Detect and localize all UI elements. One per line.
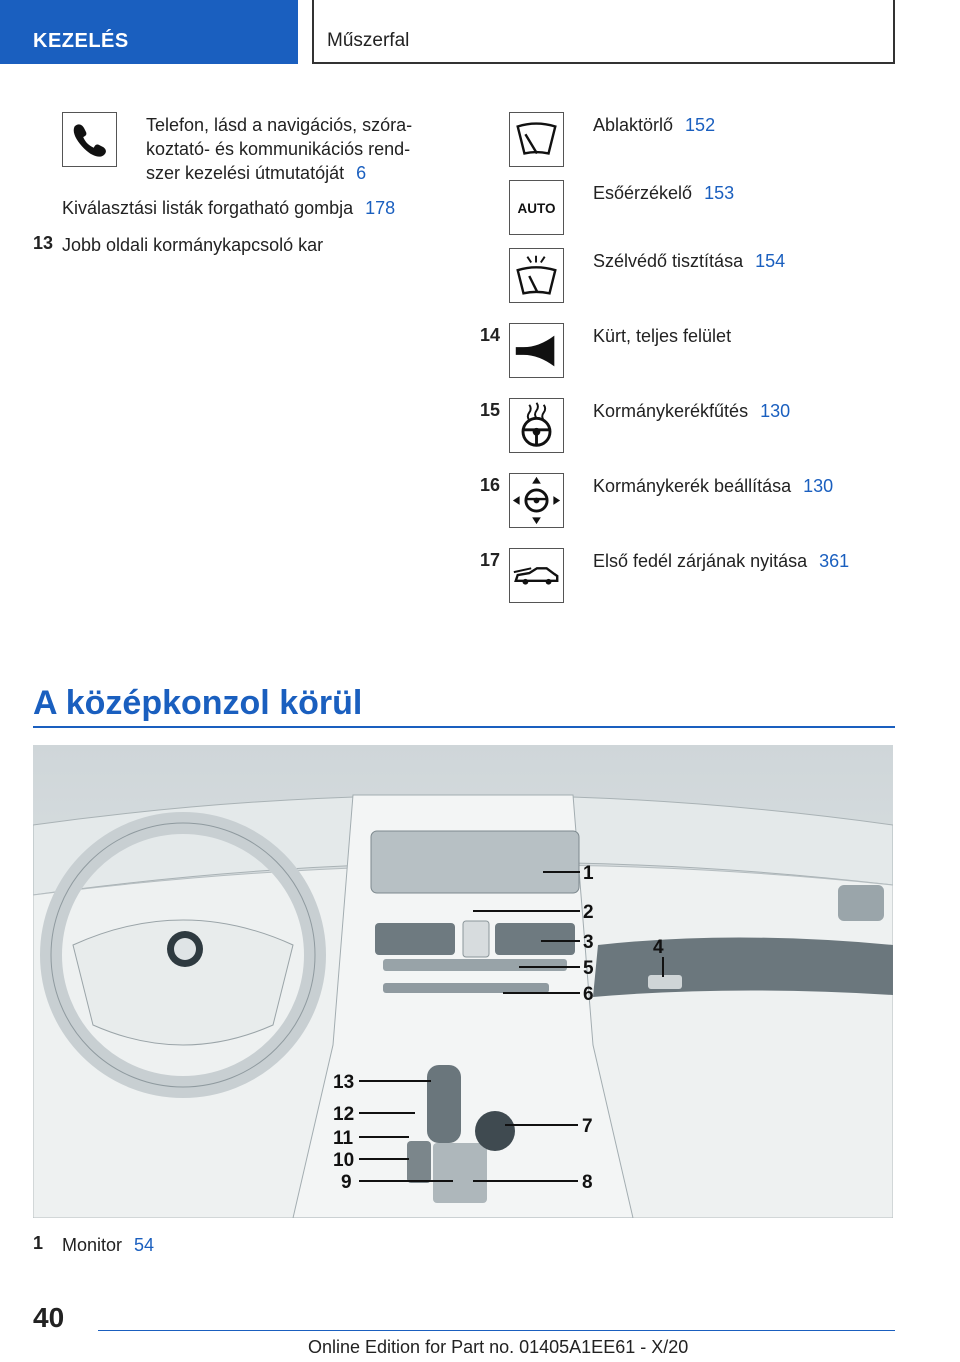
steering-heating-text: Kormánykerékfűtés — [593, 401, 749, 421]
section-divider — [33, 726, 895, 728]
callout-12: 12 — [333, 1104, 355, 1125]
callout-13: 13 — [333, 1072, 355, 1093]
section-label: KEZELÉS — [33, 30, 129, 52]
page-number: 40 — [33, 1302, 65, 1333]
callout-9: 9 — [341, 1172, 352, 1193]
item-14-number: 14 — [480, 325, 501, 345]
phone-page-ref[interactable]: 6 — [356, 163, 367, 183]
callout-8: 8 — [582, 1172, 593, 1193]
footer-divider — [98, 1330, 895, 1331]
rain-sensor-icon — [509, 180, 564, 235]
section-tab — [0, 0, 298, 64]
chapter-label: Műszerfal — [327, 30, 410, 51]
phone-icon — [62, 112, 117, 167]
callout-2: 2 — [583, 902, 594, 923]
callout-6: 6 — [583, 984, 594, 1005]
legend-1-text: Monitor — [62, 1235, 123, 1255]
item-13-number: 13 — [33, 233, 54, 253]
steering-adjust-text: Kormánykerék beállítása — [593, 476, 792, 496]
legend-1-number: 1 — [33, 1233, 44, 1253]
callout-4: 4 — [653, 937, 664, 958]
wiper-entry — [593, 113, 715, 137]
chapter-tab — [312, 0, 895, 64]
item-17-number: 17 — [480, 550, 501, 570]
washer-icon — [509, 248, 564, 303]
rain-sensor-entry — [593, 181, 734, 205]
callout-7: 7 — [582, 1116, 593, 1137]
phone-line-3: szer kezelési útmutatóját — [146, 163, 345, 183]
steering-adjust-page-ref[interactable]: 130 — [803, 476, 834, 496]
phone-line-1: Telefon, lásd a navigációs, szóra- — [146, 115, 413, 135]
item-13-text: Jobb oldali kormánykapcsoló kar — [62, 235, 324, 255]
rain-sensor-text: Esőérzékelő — [593, 183, 693, 203]
bonnet-release-entry — [593, 549, 849, 573]
washer-entry — [593, 249, 785, 273]
wiper-text: Ablaktörlő — [593, 115, 674, 135]
legend-1-page-ref[interactable]: 54 — [134, 1235, 155, 1255]
horn-icon — [509, 323, 564, 378]
callout-10: 10 — [333, 1150, 355, 1171]
cockpit-illustration — [33, 745, 893, 1218]
steering-adjust-icon — [509, 473, 564, 528]
selection-entry — [62, 196, 395, 220]
steering-heating-entry — [593, 399, 790, 423]
steering-heating-icon — [509, 398, 564, 453]
item-15-number: 15 — [480, 400, 501, 420]
footer-edition: Online Edition for Part no. 01405A1EE61 - X/20 — [308, 1337, 689, 1357]
wiper-page-ref[interactable]: 152 — [685, 115, 716, 135]
washer-text: Szélvédő tisztítása — [593, 251, 744, 271]
bonnet-release-page-ref[interactable]: 361 — [819, 551, 850, 571]
selection-page-ref[interactable]: 178 — [365, 198, 396, 218]
item-16-number: 16 — [480, 475, 501, 495]
callout-3: 3 — [583, 932, 594, 953]
selection-text: Kiválasztási listák forgatható gombja — [62, 198, 354, 218]
callout-5: 5 — [583, 958, 594, 979]
wiper-icon — [509, 112, 564, 167]
steering-heating-page-ref[interactable]: 130 — [760, 401, 791, 421]
horn-text: Kürt, teljes felület — [593, 326, 732, 346]
steering-adjust-entry — [593, 474, 833, 498]
legend-1-entry — [62, 1233, 154, 1257]
washer-page-ref[interactable]: 154 — [755, 251, 786, 271]
phone-line-2: koztató- és kommunikációs rend- — [146, 139, 411, 159]
callout-11: 11 — [333, 1128, 354, 1149]
horn-entry — [593, 324, 731, 348]
callout-1: 1 — [583, 863, 594, 884]
section-title: A középkonzol körül — [33, 684, 363, 722]
rain-sensor-icon-label: AUTO — [517, 200, 556, 216]
bonnet-release-text: Első fedél zárjának nyitása — [593, 551, 808, 571]
rain-sensor-page-ref[interactable]: 153 — [704, 183, 735, 203]
bonnet-release-icon — [509, 548, 564, 603]
phone-entry — [146, 113, 446, 185]
